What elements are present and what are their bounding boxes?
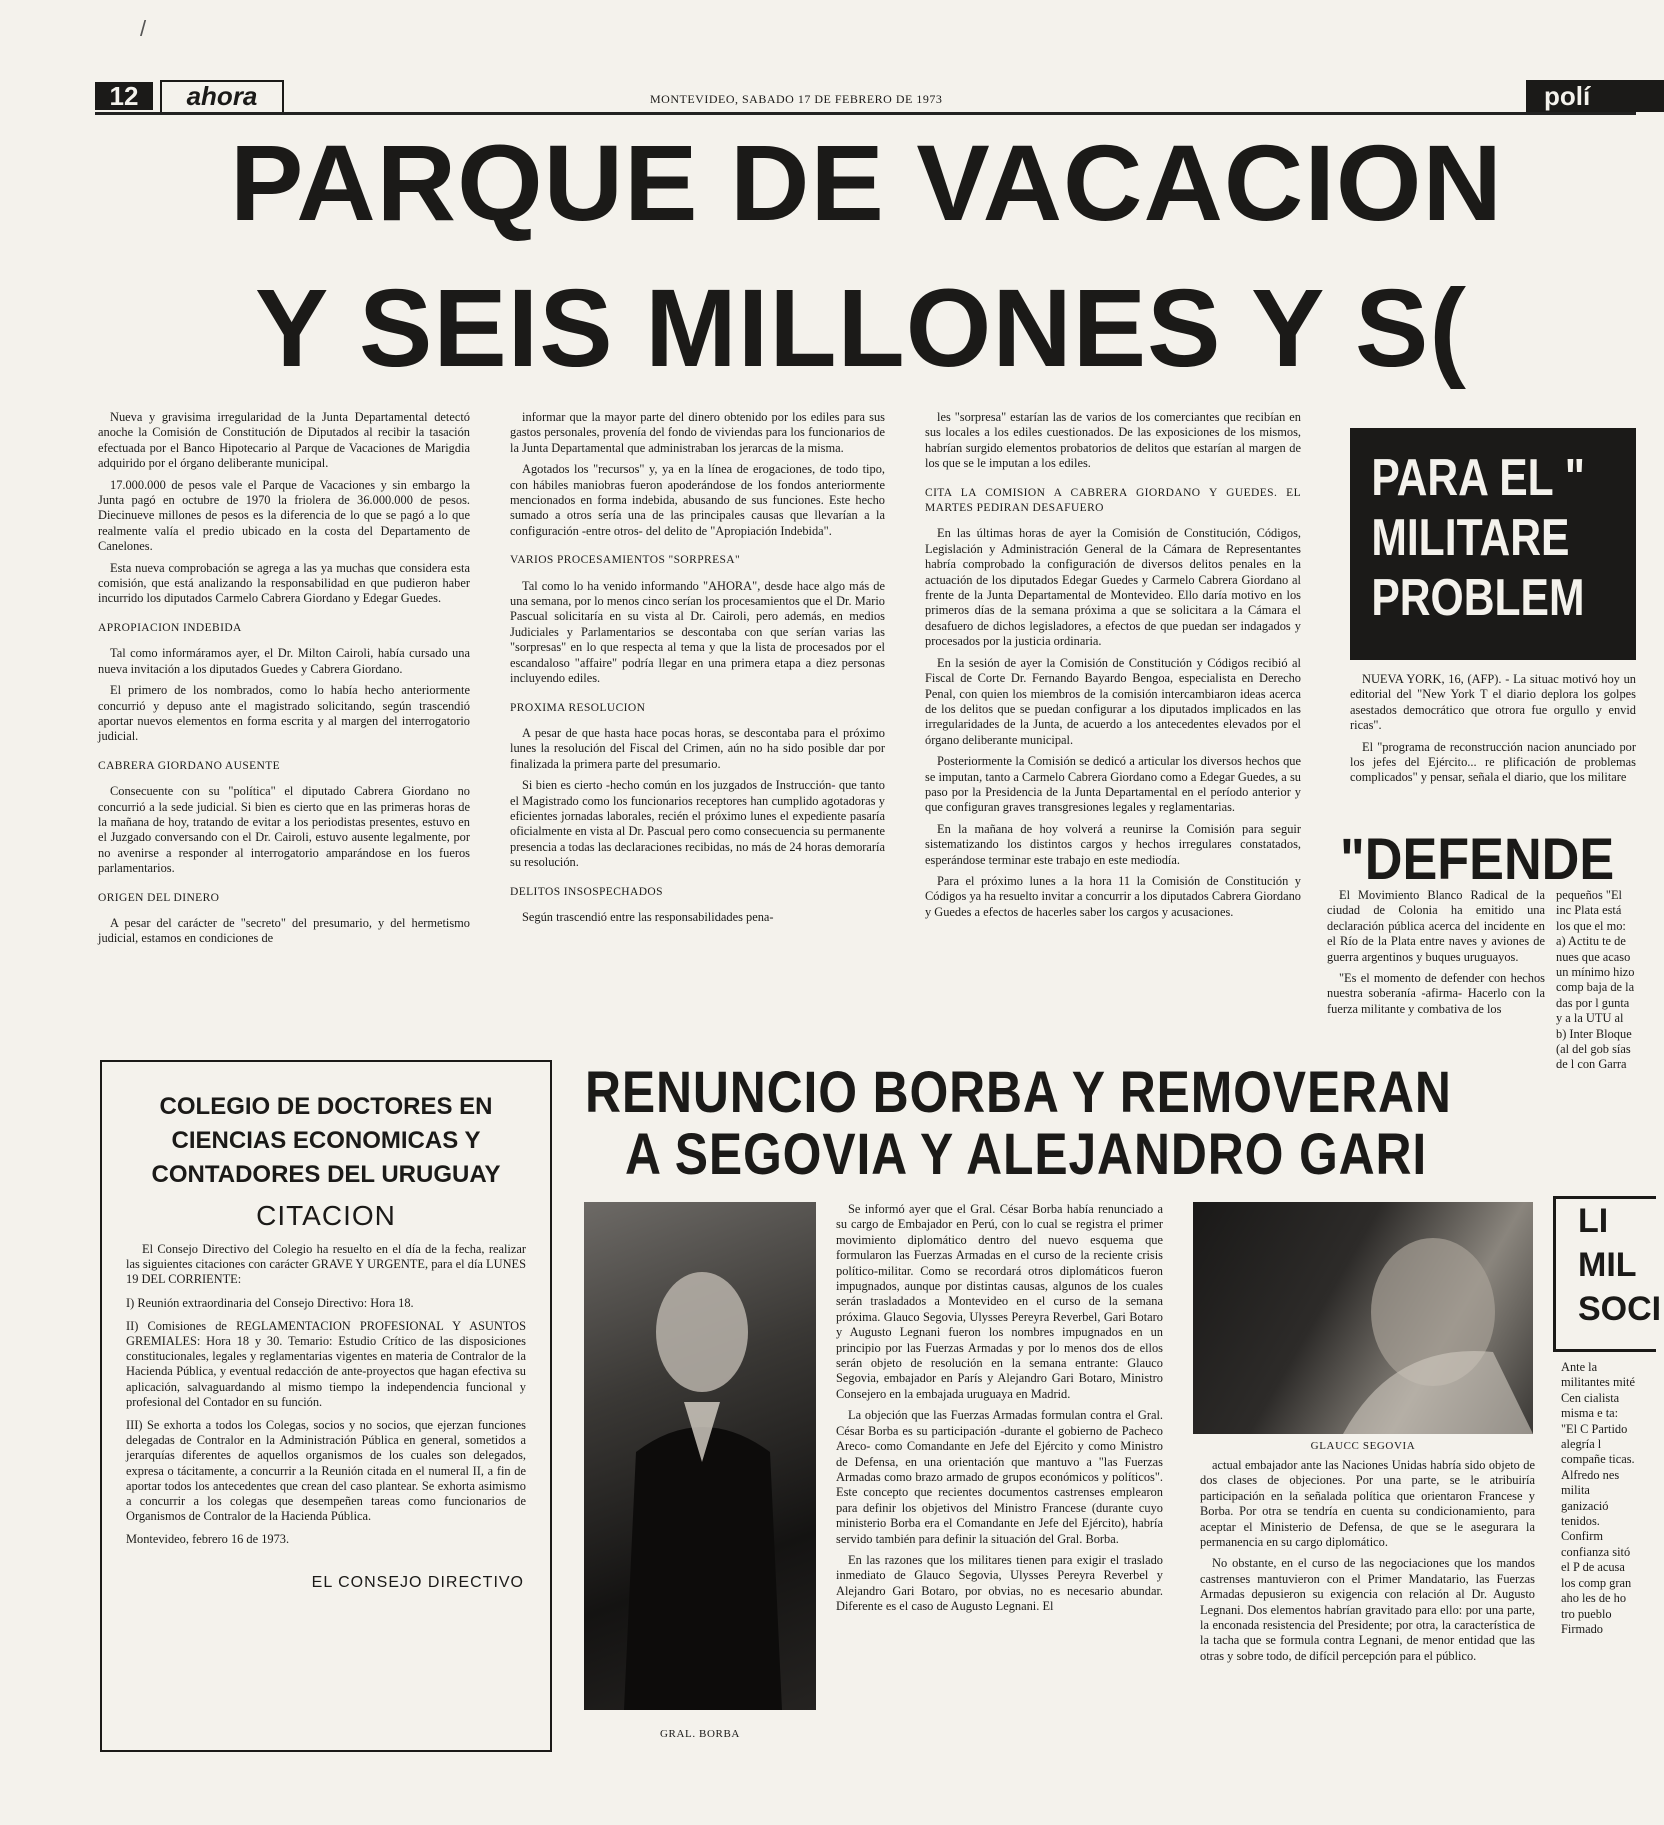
- paragraph: No obstante, en el curso de las negociaciones que los mandos castrenses mantuvieron con el Primer Mandatario, las Fuerzas Armadas depusieron su exigencia con relación al Dr. Augusto Legnani. Dos elementos habrían gravitado para ello: por una parte, la enconada resistencia del Presidente; por otra, la característica de la tacha que se formula contra Legnani, de menor entidad que las otras y sobre todo, de difícil percepción para el público.: [1200, 1556, 1535, 1663]
- page-number: 12: [95, 82, 153, 110]
- paragraph: Se informó ayer que el Gral. César Borba había renunciado a su cargo de Embajador en Perú, con lo cual se registra el primer movimiento diplomático dentro del nuevo esquema que formularon las Fuerzas Armadas en el curso de la reciente crisis político-militar. Como se recordará otros diplomáticos fueron impugnados, aunque por distintas causas, algunos de los cuales serán trasladados a Montevideo en el curso de la semana próxima. Glauco Segovia, Ulysses Pereyra Reverbel, Gari Botaro y Augusto Legnani fueron los nombres impugnados en un principio por las Fuerzas Armadas y por lo menos dos de ellos serán objeto de resolución en la semana entrante: Glauco Segovia, embajador en París y Alejandro Gari Botaro, Ministro Consejero en la embajada uruguaya en Madrid.: [836, 1202, 1163, 1401]
- paragraph: Consecuente con su "política" el diputado Cabrera Giordano no concurrió a la sede judicial. Si bien es cierto que en las primeras horas de la mañana de hoy, tratando de evitar a los periodistas presentes, estuvo en el Juzgado conversando con el Dr. Cairoli, estuvo ausente legalmente, por no avenirse a responder al interrogatorio amparándose en los fueros parlamentarios.: [98, 784, 470, 876]
- ad-title-line: CIENCIAS ECONOMICAS Y: [171, 1127, 481, 1154]
- paragraph: Tal como lo ha venido informando "AHORA", desde hace algo más de una semana, por lo menos cinco serían los procesamientos que el Dr. Mario Pascual solicitaría en su vista al Dr. Cairoli, pero además, en medios Judiciales y Parlamentarios se descontaba con que serían varias las "sorpresas" en lo que respecta al tema y que la lista de procesados por el escandaloso "affaire" podría llegar en una primera etapa a diez personas incluyendo ediles.: [510, 578, 885, 686]
- ad-body: [102, 1242, 550, 1548]
- article-column-3: [925, 410, 1301, 1050]
- article-column-2: [510, 410, 885, 1050]
- subheading: VARIOS PROCESAMIENTOS "SORPRESA": [510, 554, 741, 567]
- paragraph: En las últimas horas de ayer la Comisión de Constitución, Códigos, Legislación y Administración General de la Cámara de Representantes habría comprobado la configuración de diversos delitos penales en la actuación de los diputados Edegar Guedes y Carmelo Cabrera Giordano al frente de la Junta Departamental de Montevideo. Ello daría motivo en los primeros días de la semana próxima a que se solicitara a la Cámara el desafuero de dichos legisladores, a efectos de que puedan ser indagados y procesados por la justicia ordinaria.: [925, 526, 1301, 649]
- paragraph: NUEVA YORK, 16, (AFP). - La situac motivó hoy un editorial del "New York T el diario deplora los golpes asestados democrático que otrora fue orgullo y envid ricas".: [1350, 672, 1636, 733]
- libertad-headline-box: [1553, 1196, 1662, 1352]
- defend-column-1: [1327, 888, 1545, 1058]
- article-column-1: [98, 410, 470, 1050]
- paragraph: Nueva y gravisima irregularidad de la Junta Departamental detectó anoche la Comisión de Constitución de Diputados al recibir la tasación efectuada por el Banco Hipotecario al Parque de Vacaciones de Marigdia adquirido por el órgano deliberante municipal.: [98, 410, 470, 471]
- subheading: CABRERA GIORDANO AUSENTE: [98, 759, 281, 772]
- subheading: DELITOS INSOSPECHADOS: [510, 885, 663, 898]
- section-tag: polí: [1526, 80, 1664, 112]
- borba-article-column-2: [1200, 1458, 1535, 1748]
- paragraph: La objeción que las Fuerzas Armadas formulan contra el Gral. César Borba es su participación -durante el gobierno de Pacheco Areco- como Comandante en Jefe del Ejército y como Ministro de Defensa, en una orientación que mantuvo a "las Fuerzas Armadas como brazo armado de grupos económicos y políticos". Este concepto que recientes documentos castrenses emplearon para definir los objetivos del Ministro Francese (durante cuyo ministerio Borba era el Comandante en Jefe del Ejército), habría servido también para definir la situación del Gral. Borba.: [836, 1408, 1163, 1546]
- main-headline-line2: Y SEIS MILLONES Y S(: [255, 267, 1468, 390]
- paragraph: El "programa de reconstrucción nacion anunciado por los jefes del Ejército... re plificación de problemas complicados" y pensar, señala el diario, que los militare: [1350, 739, 1636, 785]
- paragraph: Para el próximo lunes a la hora 11 la Comisión de Constitución y Códigos ya ha resuelto invitar a concurrir a los diputados Cabrera Giordano y Guedes a efectos de hacerles saber los cargos y acusaciones.: [925, 873, 1301, 919]
- paragraph: informar que la mayor parte del dinero obtenido por los ediles para sus gastos personales, provenía del fondo de viviendas para los funcionarios de la Junta Departamental que administraban los jerarcas de la misma.: [510, 410, 885, 455]
- paragraph: El primero de los nombrados, como lo había hecho anteriormente concurrió y depuso ante el magistrado solicitando, según trascendió aportar nuevos elementos en forma escrita y al margen del interrogatorio judicial.: [98, 683, 470, 744]
- box-line: MIL: [1578, 1246, 1637, 1284]
- corner-scribble: /: [140, 16, 147, 41]
- box-line: SOCI: [1578, 1290, 1662, 1328]
- ad-date: Montevideo, febrero 16 de 1973.: [126, 1532, 290, 1547]
- borba-headline-line2: A SEGOVIA Y ALEJANDRO GARI: [625, 1122, 1428, 1187]
- ad-intro: El Consejo Directivo del Colegio ha resuelto en el día de la fecha, realizar las siguientes citaciones con carácter GRAVE Y URGENTE, para el día LUNES 19 DEL CORRIENTE:: [126, 1242, 526, 1287]
- paper-name: ahora: [160, 80, 284, 114]
- paragraph: Tal como informáramos ayer, el Dr. Milton Cairoli, había cursado una nueva invitación a los diputados Guedes y Cabrera Giordano.: [98, 646, 470, 676]
- military-headline-box: [1350, 428, 1636, 660]
- subheading: CITA LA COMISION A CABRERA GIORDANO Y GUEDES. EL MARTES PEDIRAN DESAFUERO: [925, 486, 1301, 515]
- dateline: MONTEVIDEO, SABADO 17 DE FEBRERO DE 1973: [650, 92, 943, 106]
- paragraph: Según trascendió entre las responsabilidades pena-: [522, 909, 774, 924]
- borba-headline-line1: RENUNCIO BORBA Y REMOVERAN: [585, 1060, 1452, 1125]
- paragraph: Esta nueva comprobación se agrega a las ya muchas que considera esta comisión, que está analizando la responsabilidad en que pudieron haber incurrido los diputados Carmelo Cabrera Giordano y Edegar Guedes.: [98, 560, 470, 606]
- box-headline-line1: PARA EL ": [1371, 449, 1586, 507]
- paragraph: En las razones que los militares tienen para exigir el traslado inmediato de Glauco Segovia, Ulysses Pereyra Reverbel y Alejandro Gari Botaro, por obvias, no es necesario abundar. Diferente es el caso de Augusto Legnani. El: [836, 1552, 1163, 1614]
- ad-title-line: CONTADORES DEL URUGUAY: [151, 1161, 501, 1188]
- box-headline-line3: PROBLEM: [1371, 569, 1585, 627]
- ad-item: I) Reunión extraordinaria del Consejo Directivo: Hora 18.: [126, 1295, 414, 1310]
- paragraph: En la mañana de hoy volverá a reunirse la Comisión para seguir sistematizando los distintos cargos y hechos irregulares constatados, esperándose terminar este trabajo en este mediodía.: [925, 821, 1301, 867]
- ad-item: III) Se exhorta a todos los Colegas, socios y no socios, que ejerzan funciones delegadas de Contralor en la Administración Pública en general, sometidos a jerarquías diferentes de aquellos organismos de los cuales son delegados, expresa o tácitamente, a concurrir a la Reunión citada en el numeral II, a fin de aportar todos los antecedentes que crean del caso plantear. Se exhorta asimismo a concurrir a los colegas que desempeñen tareas como funcionarios de Organismos de Contralor de la Hacienda Pública.: [126, 1418, 526, 1524]
- box-headline-line2: MILITARE: [1371, 509, 1570, 567]
- subheading: PROXIMA RESOLUCION: [510, 701, 646, 714]
- ad-title-line: COLEGIO DE DOCTORES EN: [159, 1093, 493, 1120]
- paragraph: pequeños "El inc Plata está los que el mo: a) Actitu te de nues que acaso un mínimo hizo comp baja de la das por l gunta y a la UTU al b) Inter Bloque (al del gob sías de l con Garra: [1556, 888, 1635, 1072]
- box-line: LI: [1578, 1202, 1609, 1240]
- ad-citacion: CITACION: [256, 1200, 396, 1231]
- paragraph: A pesar del carácter de "secreto" del presumario, y del hermetismo judicial, estamos en condiciones de: [98, 915, 470, 946]
- paragraph: actual embajador ante las Naciones Unidas habría sido objeto de dos clases de objeciones. Por una parte, se le atribuiría participación en la señalada política que orientaron Francese y Borba. Por otra se tendría en cuenta su condicionamiento, para aceptar el Ministerio de Defensa, de que se le asegurara la permanencia en su cargo diplomático.: [1200, 1458, 1535, 1550]
- paragraph: En la sesión de ayer la Comisión de Constitución y Códigos recibió al Fiscal de Corte Dr. Fernando Bayardo Bengoa, especialista en Derecho Penal, con quien los miembros de la comisión intercambiaron ideas acerca de los delitos que se puedan configurar a los diputados implicados en las irregularidades de la Junta, de acuerdo a los antecedentes elevados por el órgano deliberante municipal.: [925, 655, 1301, 747]
- paragraph: Si bien es cierto -hecho común en los juzgados de Instrucción- que tanto el Magistrado como los funcionarios receptores han cumplido agotadoras y eficientes jornadas laborales, recién el próximo lunes el expediente pasaría oficialmente en vista al Dr. Pascual pero como consecuencia su permanente presencia a todas las declaraciones recibidas, no más de 24 horas demoraría su resolución.: [510, 778, 886, 870]
- paragraph: "Es el momento de defender con hechos nuestra soberanía -afirma- Hacerlo con la fuerza militante y combativa de los: [1327, 971, 1545, 1016]
- main-headline-line1: PARQUE DE VACACION: [230, 123, 1503, 244]
- ad-signature: EL CONSEJO DIRECTIVO: [311, 1573, 524, 1591]
- nyt-article: [1350, 672, 1636, 812]
- subheading: APROPIACION INDEBIDA: [98, 621, 242, 634]
- masthead-rule: [95, 112, 1636, 115]
- borba-article-column-1: [836, 1202, 1163, 1747]
- paragraph: 17.000.000 de pesos vale el Parque de Vacaciones y sin embargo la Junta pagó en octubre de 1970 la friolera de 36.000.000 de pesos. Diecinueve millones de pesos es la diferencia de lo que se pagó a lo que realmente valía el predio ubicado en la costa del Departamento de Canelones.: [98, 477, 470, 554]
- borba-caption: GRAL. BORBA: [660, 1728, 740, 1740]
- paragraph: El Movimiento Blanco Radical de la ciudad de Colonia ha emitido una declaración pública acerca del incidente en el Río de la Plata entre naves y aviones de guerra argentinos y buques uruguayos.: [1327, 888, 1545, 964]
- borba-photo: [584, 1202, 816, 1710]
- paragraph: Posteriormente la Comisión se dedicó a articular los diversos hechos que se imputan, tanto a Carmelo Cabrera Giordano como a Edegar Guedes, a su paso por la Presidencia de la Junta Departamental en el período anterior y que configuran graves transgresiones legales y reglamentarias.: [925, 754, 1301, 815]
- portrait-silhouette: [584, 1202, 816, 1710]
- right-bottom-article: [1561, 1360, 1636, 1752]
- paragraph: Ante la militantes mité Cen cialista misma e ta: "El C Partido alegría l compañe ticas. Alfredo nes milita ganizació tenidos. Confirm confianza sitó el P de acusa los comp gran aho les de ho tro pueblo Firmado: [1561, 1360, 1635, 1636]
- segovia-silhouette: [1193, 1202, 1533, 1434]
- defend-column-2: [1556, 888, 1636, 1178]
- segovia-caption: GLAUCC SEGOVIA: [1310, 1440, 1416, 1452]
- segovia-photo: [1193, 1202, 1533, 1434]
- paragraph: Agotados los "recursos" y, ya en la línea de erogaciones, de todo tipo, con hábiles maniobras fueron apoderándose de los fondos anteriormente mencionados en forma indebida, abusando de sus funciones. Este hecho sumado a otros sería una de las principales causas que llevarían a la configuración -entre otros- del delito de "Apropiación Indebida".: [510, 462, 885, 538]
- defend-headline: "DEFENDE: [1340, 827, 1615, 892]
- ad-item: II) Comisiones de REGLAMENTACION PROFESIONAL Y ASUNTOS GREMIALES: Hora 18 y 30. Temario: Estudio Crítico de las disposiciones constitucionales, legales y reglamentarias vigentes en materia de Contralor de la Hacienda Pública, y eventual redacción de ante-proyectos que hagan efectiva su aplicación, salvaguardando al mismo tiempo la independencia funcional y profesional del Contador en su función.: [126, 1318, 526, 1409]
- paragraph: les "sorpresa" estarían las de varios de los comerciantes que recibían en sus locales a los ediles cuestionados. De las exposiciones de los mismos, habrían surgido elementos probatorios de delitos que estarían al margen de los que se le imputan a los ediles.: [925, 410, 1301, 471]
- paragraph: A pesar de que hasta hace pocas horas, se descontaba para el próximo lunes la resolución del Fiscal del Crimen, aún no ha sido posible dar por finalizada la primera parte del presumario.: [510, 725, 885, 771]
- ad-title: [102, 1090, 550, 1192]
- subheading: ORIGEN DEL DINERO: [98, 891, 220, 904]
- colegio-citation-ad: [100, 1060, 552, 1752]
